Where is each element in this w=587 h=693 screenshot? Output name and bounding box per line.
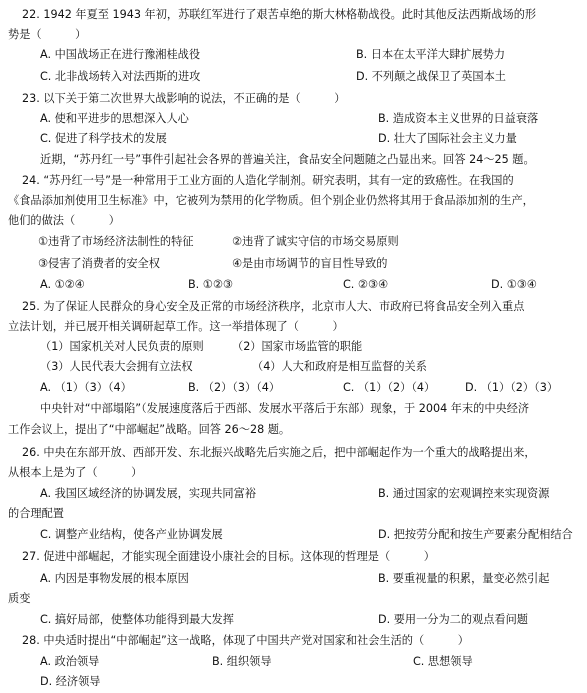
- q25-item-3: （3）人民代表大会拥有立法权: [40, 360, 193, 373]
- q23-option-b: B. 造成资本主义世界的日益衰落: [378, 112, 539, 125]
- intro-26-28-line1: 中央针对“中部塌陷”（发展速度落后于西部、发展水平落后于东部）现象，于 2004 年末的中央经济: [40, 402, 530, 415]
- q25-stem-line2: 立法计划，并已展开相关调研起草工作。这一举措体现了（ ）: [8, 320, 344, 333]
- q25-option-d: D. （1）（2）（3）: [465, 381, 559, 394]
- q25-option-a: A. （1）（3）（4）: [40, 381, 132, 394]
- q26-stem-line2: 从根本上是为了（ ）: [8, 466, 143, 479]
- q28-option-a: A. 政治领导: [40, 655, 100, 668]
- q24-option-d: D. ①③④: [491, 278, 537, 291]
- q28-option-b: B. 组织领导: [212, 655, 272, 668]
- q27-option-a: A. 内因是事物发展的根本原因: [40, 572, 189, 585]
- q26-option-c: C. 调整产业结构，使各产业协调发展: [40, 528, 223, 541]
- q27-stem: 27. 促进中部崛起，才能实现全面建设小康社会的目标。这体现的哲理是（ ）: [22, 550, 435, 563]
- q28-option-d: D. 经济领导: [40, 675, 101, 688]
- q24-item-3: ③侵害了消费者的安全权: [38, 257, 160, 270]
- q27-option-d: D. 要用一分为二的观点看问题: [378, 613, 528, 626]
- q27-option-b-continued: 质变: [8, 592, 31, 605]
- q24-item-2: ②违背了诚实守信的市场交易原则: [232, 235, 399, 248]
- q23-option-d: D. 壮大了国际社会主义力量: [378, 132, 517, 145]
- q24-stem-line1: 24. “苏丹红一号”是一种常用于工业方面的人造化学制剂。研究表明，其有一定的致癌性。在我国的: [22, 174, 514, 187]
- q27-option-b: B. 要重视量的积累，量变必然引起: [378, 572, 550, 585]
- q24-item-4: ④是由市场调节的盲目性导致的: [232, 257, 388, 270]
- q26-option-a: A. 我国区域经济的协调发展，实现共同富裕: [40, 487, 256, 500]
- intro-26-28-line2: 工作会议上，提出了“中部崛起”战略。回答 26～28 题。: [8, 423, 291, 436]
- q26-option-b: B. 通过国家的宏观调控来实现资源: [378, 487, 550, 500]
- q25-option-c: C. （1）（2）（4）: [343, 381, 436, 394]
- q24-stem-line3: 他们的做法（ ）: [8, 214, 120, 227]
- q22-option-b: B. 日本在太平洋大肆扩展势力: [356, 48, 506, 61]
- q23-stem: 23. 以下关于第二次世界大战影响的说法，不正确的是（ ）: [22, 92, 346, 105]
- q24-item-1: ①违背了市场经济法制性的特征: [38, 235, 194, 248]
- q25-option-b: B. （2）（3）（4）: [188, 381, 281, 394]
- q22-option-d: D. 不列颠之战保卫了英国本土: [356, 70, 506, 83]
- q22-option-c: C. 北非战场转入对法西斯的进攻: [40, 70, 201, 83]
- q24-option-b: B. ①②③: [188, 278, 233, 291]
- q23-option-c: C. 促进了科学技术的发展: [40, 132, 167, 145]
- q25-item-2: （2）国家市场监管的职能: [232, 340, 363, 353]
- q22-stem-line2: 势是（ ）: [8, 28, 87, 41]
- q26-option-d: D. 把按劳分配和按生产要素分配相结合: [378, 528, 573, 541]
- q24-option-c: C. ②③④: [343, 278, 389, 291]
- q24-option-a: A. ①②④: [40, 278, 85, 291]
- q27-option-c: C. 搞好局部，使整体功能得到最大发挥: [40, 613, 234, 626]
- q26-option-b-continued: 的合理配置: [8, 507, 64, 520]
- q28-stem: 28. 中央适时提出“中部崛起”这一战略，体现了中国共产党对国家和社会生活的（ ）: [22, 634, 469, 647]
- q25-item-1: （1）国家机关对人民负责的原则: [40, 340, 204, 353]
- q26-stem-line1: 26. 中央在东部开放、西部开发、东北振兴战略先后实施之后，把中部崛起作为一个重大的战略提出来，: [22, 446, 536, 459]
- q24-stem-line2: 《食品添加剂使用卫生标准》中，它被列为禁用的化学物质。但个别企业仍然将其用于食品添加剂的生产，: [8, 194, 534, 207]
- q25-stem-line1: 25. 为了保证人民群众的身心安全及正常的市场经济秩序，北京市人大、市政府已将食品安全列入重点: [22, 300, 525, 313]
- intro-24-25: 近期，“苏丹红一号”事件引起社会各界的普遍关注，食品安全问题随之凸显出来。回答 24～25 题。: [40, 153, 535, 166]
- q22-option-a: A. 中国战场正在进行豫湘桂战役: [40, 48, 201, 61]
- q23-option-a: A. 使和平进步的思想深入人心: [40, 112, 189, 125]
- q22-stem-line1: 22. 1942 年夏至 1943 年初，苏联红军进行了艰苦卓绝的斯大林格勒战役。此时其他反法西斯战场的形: [22, 8, 537, 21]
- q25-item-4: （4）人大和政府是相互监督的关系: [252, 360, 427, 373]
- q28-option-c: C. 思想领导: [413, 655, 473, 668]
